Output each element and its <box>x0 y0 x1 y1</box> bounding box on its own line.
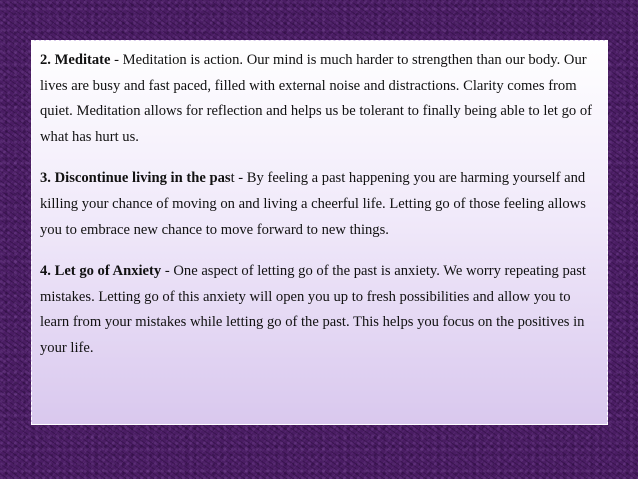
section-heading-tail: t <box>230 170 235 187</box>
section-body: - By feeling a past happening you are harming yourself and killing your chance of moving on and living a cheerful life. Letting go of those feeling allows you to embrace new chance to move forward to new things. <box>40 170 586 238</box>
section-meditate <box>40 48 598 150</box>
section-heading: 2. Meditate <box>40 52 111 68</box>
section-anxiety <box>40 259 598 361</box>
content-panel <box>31 40 608 425</box>
section-discontinue-past <box>40 166 598 243</box>
section-heading: 4. Let go of Anxiety <box>40 263 162 280</box>
section-heading: 3. Discontinue living in the pas <box>40 170 231 187</box>
section-body: - Meditation is action. Our mind is much harder to strengthen than our body. Our lives are busy and fast paced, filled with external noise and distractions. Clarity comes from quiet. Meditation allows for reflection and helps us be tolerant to finally being able to let go of what has hurt us. <box>40 52 592 145</box>
section-body: - One aspect of letting go of the past is anxiety. We worry repeating past mistakes. Letting go of this anxiety will open you up to fresh possibilities and allow you to learn from your mistakes while letting go of the past. This helps you focus on the positives in your life. <box>40 263 586 356</box>
